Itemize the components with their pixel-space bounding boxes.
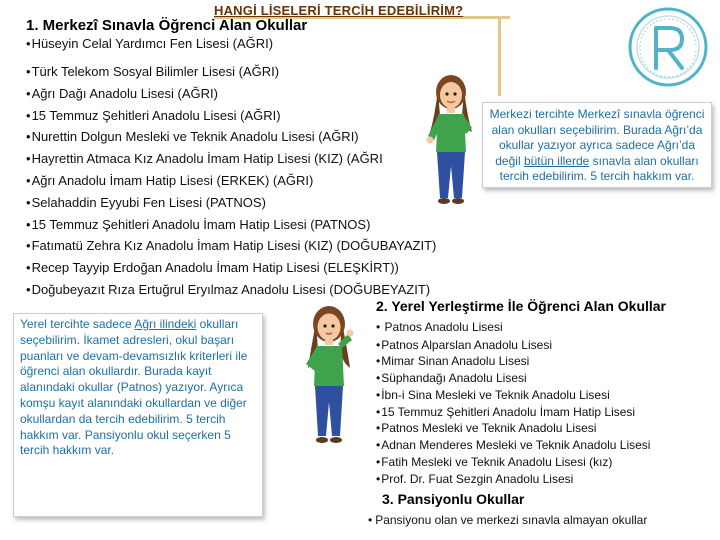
list-item: • Hayrettin Atmaca Kız Anadolu İmam Hatip Lisesi (KIZ) (AĞRI [26,151,496,173]
section2-title: 2. Yerel Yerleştirme İle Öğrenci Alan Okullar [376,298,667,314]
list-item: • Ağrı Dağı Anadolu Lisesi (AĞRI) [26,86,496,108]
list-item: • Patnos Anadolu Lisesi [376,320,716,338]
list-item: • 15 Temmuz Şehitleri Anadolu İmam Hatip Lisesi (PATNOS) [26,217,496,239]
local-placement-info-callout [13,313,263,517]
section1-title: 1. Merkezî Sınavla Öğrenci Alan Okullar [26,17,308,34]
list-item: • Nurettin Dolgun Mesleki ve Teknik Anadolu Lisesi (AĞRI) [26,129,496,151]
list-item: • Patnos Alparslan Anadolu Lisesi [376,338,716,355]
callout2-underlined-text: Ağrı ilindeki [134,317,197,331]
student-girl-thinking-illustration [296,300,362,450]
list-item: • Türk Telekom Sosyal Bilimler Lisesi (AĞRI) [26,64,496,86]
section3-title: 3. Pansiyonlu Okullar [382,491,525,507]
list-item: • Hüseyin Celal Yardımcı Fen Lisesi (AĞRI) [26,36,496,64]
central-exam-info-callout [482,102,712,188]
list-item: • Adnan Menderes Mesleki ve Teknik Anadolu Lisesi [376,438,716,455]
list-item: • Fatih Mesleki ve Teknik Anadolu Lisesi (kız) [376,455,716,472]
section3-list [368,513,647,527]
callout1-text-part1: Merkezi tercihte Merkezî sınavla öğrenci alan okulları seçebilirim. Burada Ağrı’da okullar yazıyor ayrıca sadece Ağrı’da değil [489,107,705,168]
list-item: • 15 Temmuz Şehitleri Anadolu İmam Hatip Lisesi [376,405,716,422]
student-girl-illustration [420,70,482,210]
list-item: • Doğubeyazıt Rıza Ertuğrul Eryılmaz Anadolu Lisesi (DOĞUBEYAZIT) [26,282,496,304]
callout1-text-part2: sınavla alan okulları tercih edebilirim. 5 tercih hakkım var. [499,153,699,183]
callout2-text-part1: Yerel tercihte sadece [20,317,135,331]
school-logo-icon [626,6,710,88]
list-item: • Selahaddin Eyyubi Fen Lisesi (PATNOS) [26,195,496,217]
list-item: • 15 Temmuz Şehitleri Anadolu Lisesi (AĞRI) [26,108,496,130]
title-accent-vertical [498,16,501,96]
list-item: • Patnos Mesleki ve Teknik Anadolu Lisesi [376,421,716,438]
list-item: • Mimar Sinan Anadolu Lisesi [376,354,716,371]
section2-school-list [376,320,716,489]
list-item: • Ağrı Anadolu İmam Hatip Lisesi (ERKEK) (AĞRI) [26,173,496,195]
callout1-underlined-text: bütün illerde [523,153,590,168]
list-item: • Pansiyonu olan ve merkezi sınavla almayan okullar [368,513,647,527]
page-title: HANGİ LİSELERİ TERCİH EDEBİLİRİM? [214,3,464,18]
list-item: • Süphandağı Anadolu Lisesi [376,371,716,388]
list-item: • Prof. Dr. Fuat Sezgin Anadolu Lisesi [376,472,716,489]
list-item: • Fatımatü Zehra Kız Anadolu İmam Hatip Lisesi (KIZ) (DOĞUBAYAZIT) [26,238,496,260]
list-item: • Recep Tayyip Erdoğan Anadolu İmam Hatip Lisesi (ELEŞKİRT)) [26,260,496,282]
list-item: • İbn-i Sina Mesleki ve Teknik Anadolu Lisesi [376,388,716,405]
callout2-text-part2: okulları seçebilirim. İkamet adresleri, okul başarı puanları ve devam-devamsızlık kriterleri ile öğrenci alan okullardır. Burada kayıt alanındaki okullar (Patnos) yazıyor. Ayrıca komşu kayıt alanındaki okullardan ve diğer okullardan da tercih edebilirim. 5 tercih hakkım var. Pansiyonlu okul seçerken 5 tercih hakkım var. [20,317,248,458]
